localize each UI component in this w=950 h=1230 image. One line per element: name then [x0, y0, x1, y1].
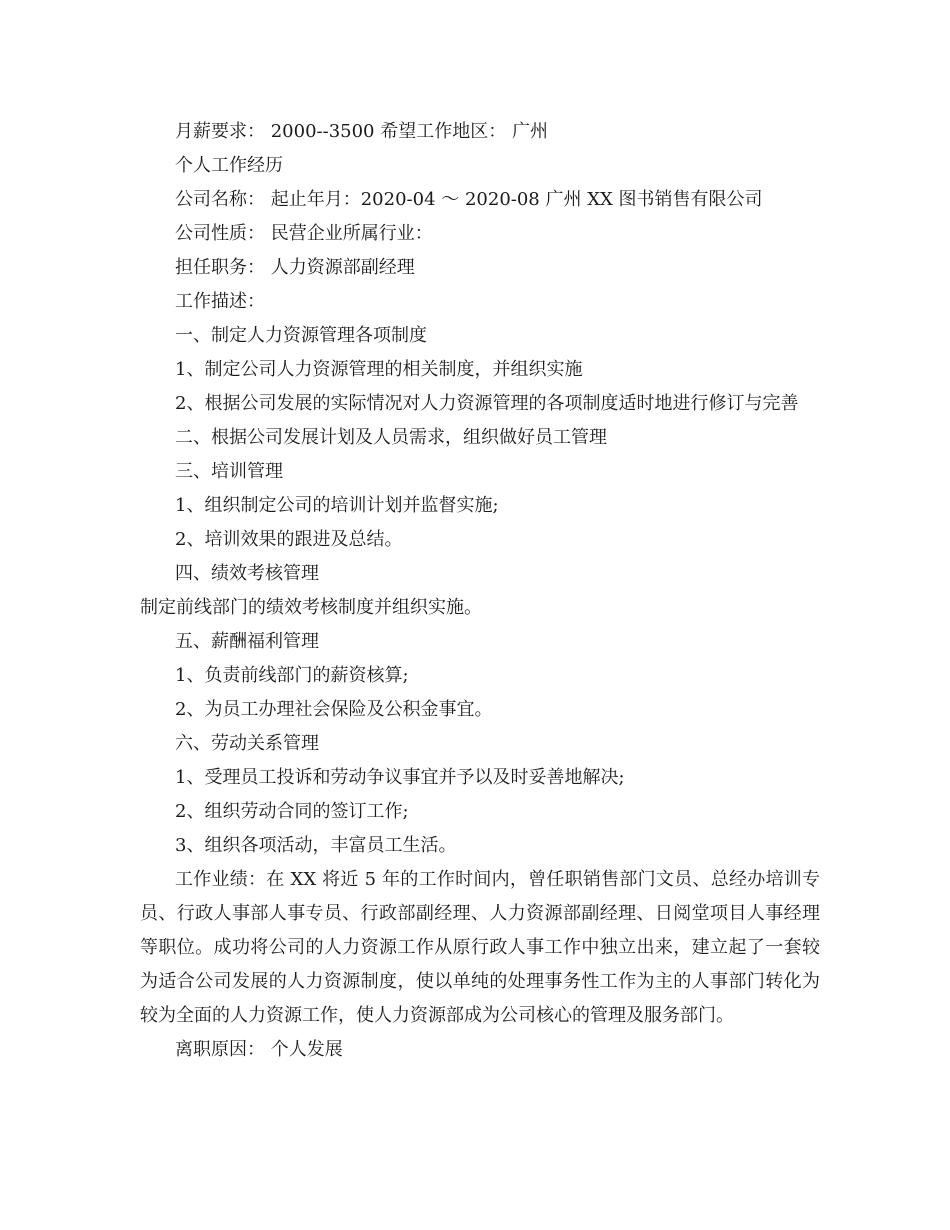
list-item-labor-relations-1: 1、受理员工投诉和劳动争议事宜并予以及时妥善地解决; — [175, 767, 625, 788]
list-item-performance-1: 制定前线部门的绩效考核制度并组织实施。 — [140, 597, 482, 618]
section-heading-hr-system: 一、制定人力资源管理各项制度 — [175, 325, 427, 346]
company-name-line: 公司名称： 起止年月：2020-04 ～ 2020-08 广州 XX 图书销售有限公司 — [175, 189, 763, 210]
resume-body — [140, 115, 820, 1067]
section-heading-labor-relations: 六、劳动关系管理 — [175, 733, 319, 754]
list-item-compensation-2: 2、为员工办理社会保险及公积金事宜。 — [175, 699, 493, 720]
section-heading-performance: 四、绩效考核管理 — [175, 563, 319, 584]
list-item-hr-system-1: 1、制定公司人力资源管理的相关制度，并组织实施 — [175, 359, 583, 380]
section-heading-staff-management: 二、根据公司发展计划及人员需求，组织做好员工管理 — [175, 427, 607, 448]
list-item-hr-system-2: 2、根据公司发展的实际情况对人力资源管理的各项制度适时地进行修订与完善 — [175, 393, 799, 414]
leave-reason-line: 离职原因： 个人发展 — [175, 1039, 343, 1060]
list-item-compensation-1: 1、负责前线部门的薪资核算; — [175, 665, 409, 686]
list-item-labor-relations-2: 2、组织劳动合同的签订工作; — [175, 801, 409, 822]
company-type-line: 公司性质： 民营企业所属行业： — [175, 223, 433, 244]
section-heading-training: 三、培训管理 — [175, 461, 283, 482]
job-description-heading: 工作描述： — [175, 291, 265, 312]
position-line: 担任职务： 人力资源部副经理 — [175, 257, 415, 278]
work-history-heading: 个人工作经历 — [175, 155, 283, 176]
list-item-training-1: 1、组织制定公司的培训计划并监督实施; — [175, 495, 499, 516]
list-item-labor-relations-3: 3、组织各项活动，丰富员工生活。 — [175, 835, 457, 856]
work-achievements-paragraph: 工作业绩：在 XX 将近 5 年的工作时间内，曾任职销售部门文员、总经办培训专员、行政人事部人事专员、行政部副经理、人力资源部副经理、日阅堂项目人事经理等职位。成功将公司的人力资源工作从原行政人事工作中独立出来，建立起了一套较为适合公司发展的人力资源制度，使以单纯的处理事务性工作为主的人事部门转化为较为全面的人力资源工作，使人力资源部成为公司核心的管理及服务部门。 — [140, 869, 820, 1026]
section-heading-compensation: 五、薪酬福利管理 — [175, 631, 319, 652]
list-item-training-2: 2、培训效果的跟进及总结。 — [175, 529, 403, 550]
salary-expectation-line: 月薪要求： 2000--3500 希望工作地区： 广州 — [175, 121, 548, 142]
